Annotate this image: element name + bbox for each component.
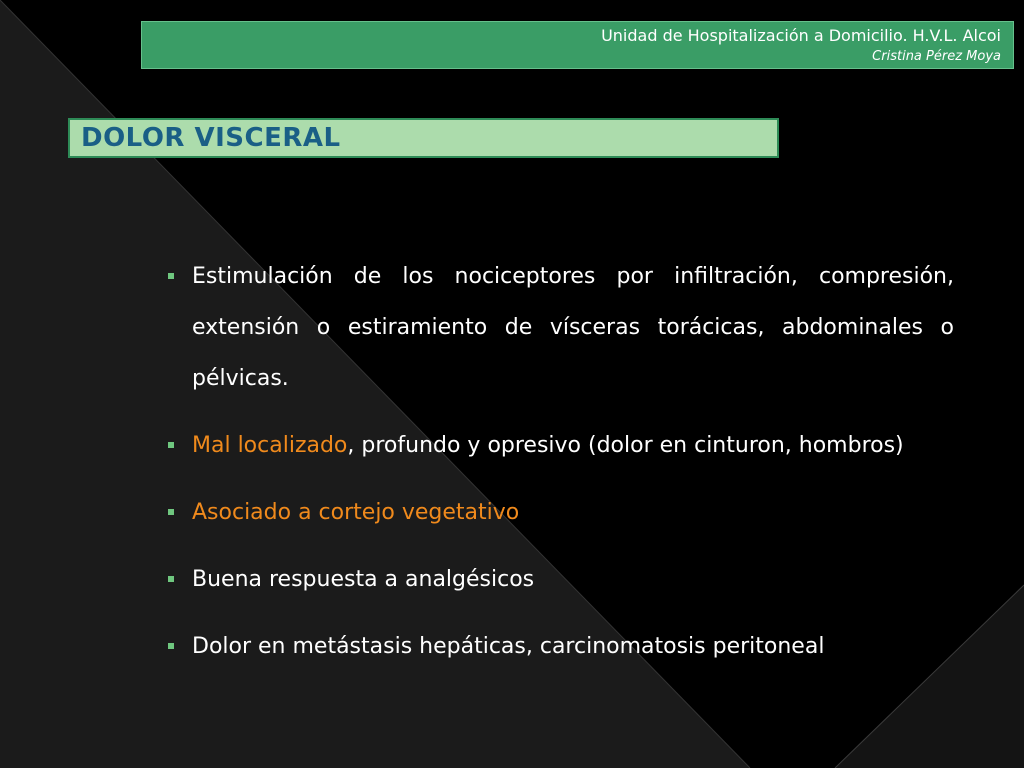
bullet-square-icon [168, 643, 174, 649]
bullet-list [166, 251, 954, 688]
bullet-text: Estimulación de los nociceptores por infiltración, compresión, extensión o estiramiento de vísceras torácicas, abdominales o pélvicas. [192, 264, 954, 391]
bullet-square-icon [168, 442, 174, 448]
bullet-item [166, 420, 954, 471]
slide-title: DOLOR VISCERAL [68, 118, 779, 158]
bullet-item [166, 487, 954, 538]
bullet-square-icon [168, 576, 174, 582]
bullet-item [166, 621, 954, 672]
bullet-square-icon [168, 273, 174, 279]
bullet-text: Buena respuesta a analgésicos [192, 567, 535, 592]
bullet-item [166, 554, 954, 605]
header-bar [141, 21, 1014, 69]
bullet-highlight: Mal localizado [192, 433, 348, 458]
bullet-text: , profundo y opresivo (dolor en cinturon, hombros) [347, 433, 904, 458]
bullet-text: Dolor en metástasis hepáticas, carcinomatosis peritoneal [192, 634, 825, 659]
bullet-item [166, 251, 954, 404]
bullet-highlight: Asociado a cortejo vegetativo [192, 500, 520, 525]
bullet-square-icon [168, 509, 174, 515]
header-author: Cristina Pérez Moya [872, 49, 1001, 64]
header-institution: Unidad de Hospitalización a Domicilio. H.V.L. Alcoi [601, 26, 1001, 45]
